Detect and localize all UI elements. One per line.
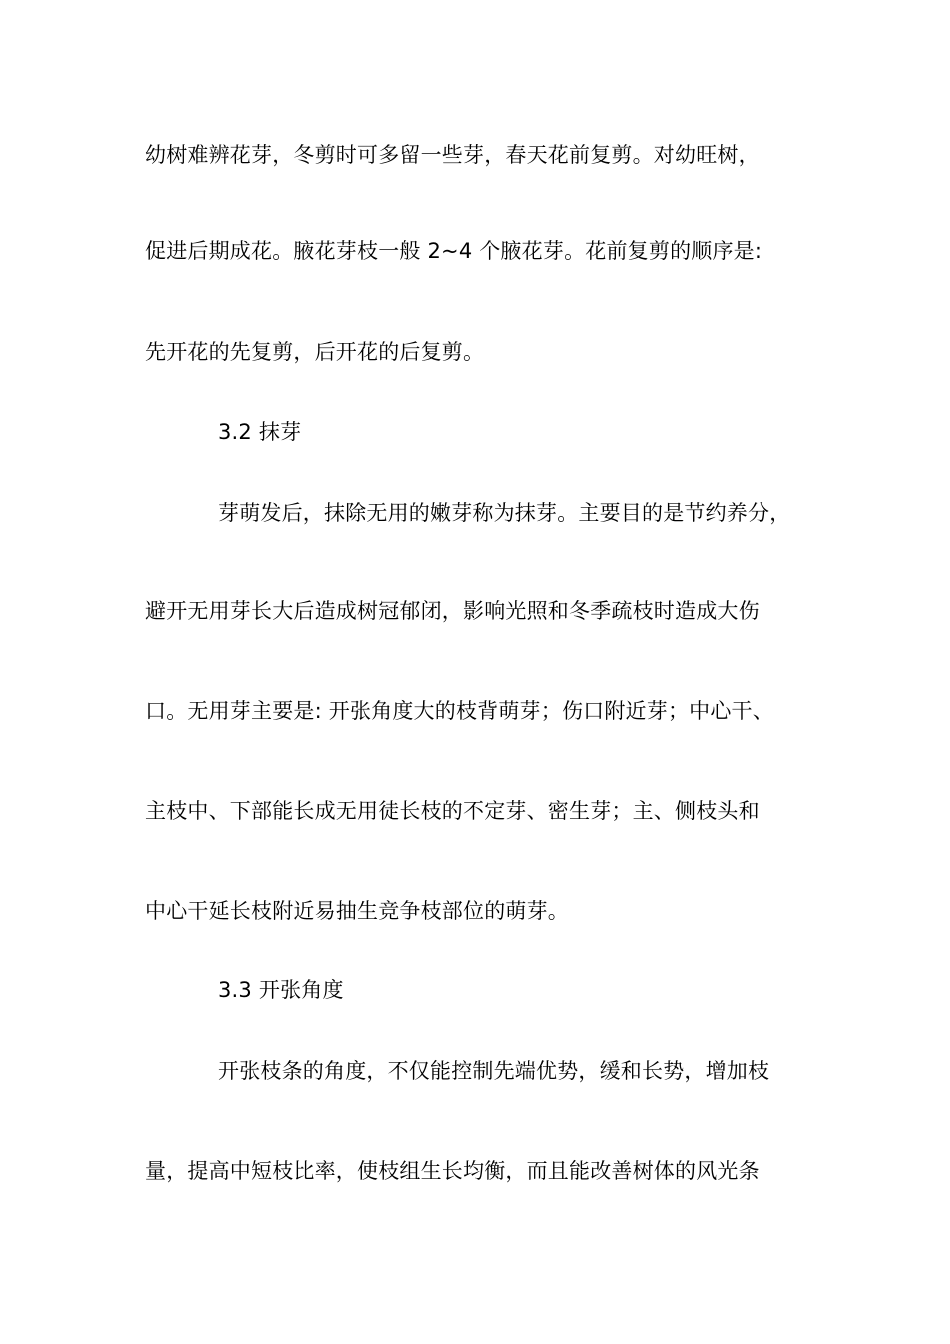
paragraph-line: 口。无用芽主要是: 开张角度大的枝背萌芽；伤口附近芽；中心干、 [145,699,774,723]
paragraph-line: 避开无用芽长大后造成树冠郁闭，影响光照和冬季疏枝时造成大伤 [145,599,760,623]
section-heading: 3.3 开张角度 [218,978,344,1002]
paragraph-line: 促进后期成花。腋花芽枝一般 2~4 个腋花芽。花前复剪的顺序是: [145,239,763,263]
section-heading: 3.2 抹芽 [218,420,302,444]
paragraph-line: 幼树难辨花芽，冬剪时可多留一些芽，春天花前复剪。对幼旺树， [145,143,760,167]
paragraph-line: 芽萌发后，抹除无用的嫩芽称为抹芽。主要目的是节约养分， [218,501,791,525]
paragraph-line: 量，提高中短枝比率，使枝组生长均衡，而且能改善树体的风光条 [145,1159,760,1183]
paragraph-line: 中心干延长枝附近易抽生竞争枝部位的萌芽。 [145,899,569,923]
paragraph-line: 开张枝条的角度，不仅能控制先端优势，缓和长势，增加枝 [218,1059,770,1083]
paragraph-line: 主枝中、下部能长成无用徒长枝的不定芽、密生芽；主、侧枝头和 [145,799,760,823]
paragraph-line: 先开花的先复剪，后开花的后复剪。 [145,340,485,364]
